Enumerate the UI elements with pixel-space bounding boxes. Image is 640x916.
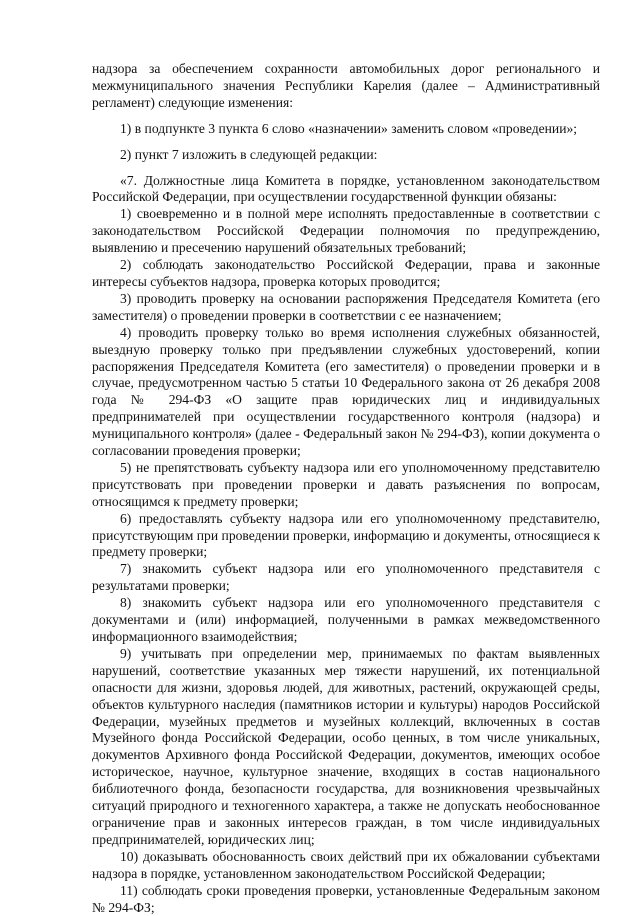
duty-item-7: 7) знакомить субъект надзора или его уполномоченного представителя с результатами проверки; [92,561,600,594]
duty-item-5: 5) не препятствовать субъекту надзора или его уполномоченному представителю присутствовать при проведении проверки и давать разъяснения по вопросам, относящимся к предмету проверки; [92,459,600,509]
duty-item-8: 8) знакомить субъект надзора или его уполномоченного представителя с документами и (или) информацией, полученными в рамках межведомственного информационного взаимодействия; [92,595,600,644]
duty-item-1: 1) своевременно и в полной мере исполнять предоставленные в соответствии с законодательством Российской Федерации полномочия по предупреждению, выявлению и пресечению нарушений обязательных требований; [92,206,600,256]
duty-item-3: 3) проводить проверку на основании распоряжения Председателя Комитета (его заместителя) о проведении проверки в соответствии с ее назначением; [92,290,600,323]
document-page [92,61,600,916]
duty-item-6: 6) предоставлять субъекту надзора или его уполномоченному представителю, присутствующим при проведении проверки, информацию и документы, относящиеся к предмету проверки; [92,510,600,560]
duty-item-10: 10) доказывать обоснованность своих действий при их обжаловании субъектами надзора в порядке, установленном законодательством Российской Федерации; [92,848,600,881]
duty-item-4: 4) проводить проверку только во время исполнения служебных обязанностей, выездную проверку только при предъявлении служебных удостоверений, копии распоряжения Председателя Комитета (его заместителя) о проведении проверки и в случае, предусмотренном частью 5 статьи 10 Федерального закона от 26 декабря 2008 года № 294-ФЗ «О защите прав юридических лиц и индивидуальных предпринимателей при осуществлении государственного контроля (надзора) и муниципального контроля» (далее - Федеральный закон № 294-ФЗ), копии документа о согласовании проведения проверки; [92,324,600,459]
duty-item-2: 2) соблюдать законодательство Российской Федерации, права и законные интересы субъектов надзора, проверка которых проводится; [92,257,600,289]
clause-7-heading: «7. Должностные лица Комитета в порядке, установленном законодательством Российской Федерации, при осуществлении государственной функции обязаны: [92,172,600,205]
change-item-2: 2) пункт 7 изложить в следующей редакции: [120,146,378,162]
change-item-1: 1) в подпункте 3 пункта 6 слово «назначении» заменить словом «проведении»; [120,120,578,136]
duty-item-9: 9) учитывать при определении мер, принимаемых по фактам выявленных нарушений, соответствие указанных мер тяжести нарушений, их потенциальной опасности для жизни, здоровья людей, для животных, растений, окружающей среды, объектов культурного наследия (памятников истории и культуры) народов Российской Федерации, музейных предметов и музейных коллекций, включенных в состав Музейного фонда Российской Федерации, особо ценных, в том числе уникальных, документов Архивного фонда Российской Федерации, документов, имеющих особое историческое, научное, культурное значение, входящих в состав национального библиотечного фонда, безопасности государства, для возникновения чрезвычайных ситуаций природного и техногенного характера, а также не допускать необоснованное ограничение прав и законных интересов граждан, в том числе индивидуальных предпринимателей, юридических лиц; [92,645,600,847]
intro-paragraph: надзора за обеспечением сохранности автомобильных дорог регионального и межмуниципального значения Республики Карелия (далее – Административный регламент) следующие изменения: [92,61,600,110]
duty-item-11: 11) соблюдать сроки проведения проверки, установленные Федеральным законом № 294-ФЗ; [92,882,600,915]
